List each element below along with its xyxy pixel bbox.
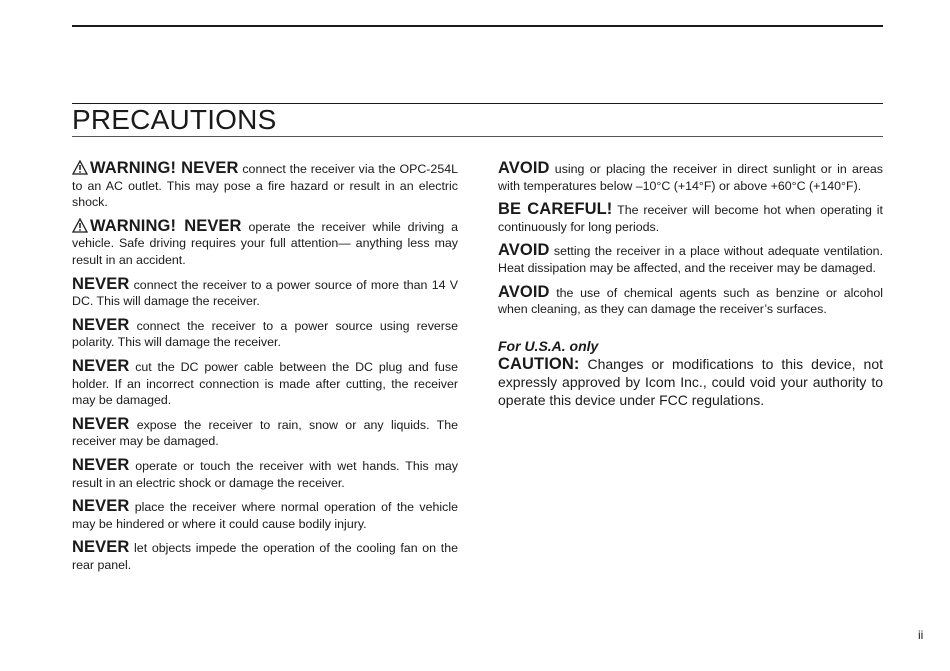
precaution-text: connect the receiver via the OPC-254L to an AC outlet. This may pose a fire hazard or result in an electric shock. [72, 162, 458, 210]
title-rule-bottom [72, 136, 883, 137]
precaution-keyword: WARNING! NEVER [90, 216, 242, 235]
precaution-keyword: AVOID [498, 282, 550, 301]
precaution-item [498, 160, 883, 194]
precaution-keyword: NEVER [72, 315, 130, 334]
precaution-keyword: BE CAREFUL! [498, 200, 613, 219]
left-column [72, 160, 458, 580]
precaution-keyword: NEVER [72, 414, 130, 433]
precaution-text: connect the receiver to a power source using reverse polarity. This will damage the receiver. [72, 318, 458, 350]
precaution-item [498, 201, 883, 235]
usa-note-heading: For U.S.A. only [498, 337, 599, 354]
precaution-keyword: NEVER [72, 455, 130, 474]
page-title: PRECAUTIONS [72, 104, 277, 135]
precaution-keyword: AVOID [498, 159, 550, 177]
fcc-caution [498, 355, 883, 409]
precaution-text: place the receiver where normal operation of the vehicle may be hindered or where it could cause bodily injury. [72, 500, 458, 531]
precaution-item [72, 416, 458, 450]
precaution-keyword: NEVER [72, 538, 130, 557]
warning-triangle-icon [72, 218, 88, 233]
precaution-text: operate or touch the receiver with wet hands. This may result in an electric shock or damage the receiver. [72, 458, 458, 490]
precaution-item [72, 317, 458, 351]
precaution-item [498, 284, 883, 318]
precaution-text: cut the DC power cable between the DC plug and fuse holder. If an incorrect connection is made after cutting, the receiver may be damaged. [72, 359, 458, 408]
precaution-item [72, 539, 458, 573]
caution-text: Changes or modifications to this device, not expressly approved by Icom Inc., could void your authority to operate this device under FCC regulations. [498, 355, 883, 408]
top-rule [72, 25, 883, 27]
precaution-item [72, 358, 458, 409]
warning-triangle-icon [72, 160, 88, 175]
precaution-item [72, 276, 458, 310]
precaution-text: the use of chemical agents such as benzine or alcohol when cleaning, as they can damage the receiver’s surfaces. [498, 285, 883, 317]
precaution-keyword: NEVER [72, 497, 130, 516]
precaution-text: The receiver will become hot when operating it continuously for long periods. [498, 203, 884, 234]
precaution-text: let objects impede the operation of the cooling fan on the rear panel. [72, 541, 458, 572]
precaution-text: connect the receiver to a power source of more than 14 V DC. This will damage the receiver. [72, 277, 458, 309]
precaution-keyword: WARNING! NEVER [90, 159, 239, 177]
precaution-item [72, 218, 458, 269]
precaution-item [498, 242, 883, 276]
precaution-item [72, 457, 458, 491]
right-column [498, 160, 883, 409]
precaution-keyword: AVOID [498, 241, 550, 260]
caution-keyword: CAUTION: [498, 354, 580, 373]
page-number: ii [918, 628, 924, 642]
precaution-text: expose the receiver to rain, snow or any liquids. The receiver may be damaged. [72, 417, 458, 449]
precaution-keyword: NEVER [72, 356, 130, 375]
precaution-keyword: NEVER [72, 274, 130, 293]
precaution-item [72, 498, 458, 532]
precaution-item [72, 160, 458, 211]
precaution-text: using or placing the receiver in direct sunlight or in areas with temperatures below –10°C (+14°F) or above +60°C (+140°F). [498, 162, 883, 193]
precaution-text: setting the receiver in a place without adequate ventilation. Heat dissipation may be affected, and the receiver may be damaged. [498, 244, 883, 275]
precaution-text: operate the receiver while driving a vehicle. Safe driving requires your full attention— anything less may result in an accident. [72, 219, 458, 267]
